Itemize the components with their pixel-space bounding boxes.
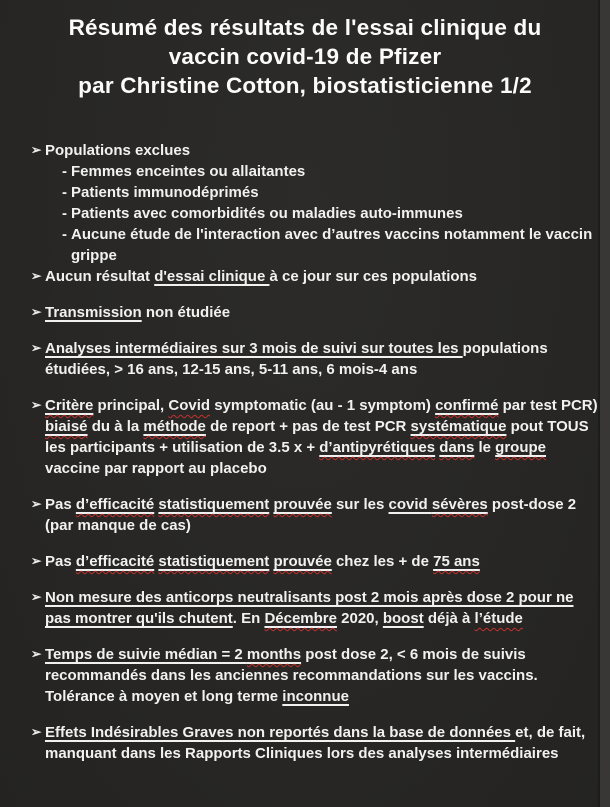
sub-bullet-item: [0, 182, 610, 203]
underlined-text: [264, 610, 337, 627]
underlined-text: [76, 496, 154, 513]
page-title: [0, 0, 610, 100]
bullet-text: Analyses intermédiaires sur 3 mois de suivi sur toutes les populations étudiées, > 16 ans, 12-15 ans, 5-11 ans, 6 mois-4 ans: [45, 340, 548, 378]
spellcheck-squiggle: Décembre: [264, 610, 337, 627]
arrow-bullet-icon: ➢: [31, 341, 42, 355]
spellcheck-squiggle: prouvée: [273, 496, 332, 513]
spellcheck-squiggle: Covid: [168, 397, 211, 414]
spellcheck-squiggle: sévères: [431, 496, 488, 513]
underlined-text: [495, 439, 546, 456]
arrow-bullet-icon: ➢: [31, 647, 42, 661]
dash-bullet-icon: -: [62, 163, 67, 180]
spellcheck-squiggle: statistiquement: [158, 553, 270, 570]
underlined-text: covid: [388, 496, 432, 513]
bullet-text: Critère principal, Covid symptomatic (au - 1 symptom) confirmé par test PCR) biaisé du à la méthode de report + pas de test PCR systématique pout TOUS les participants + utilisation de 3.5 x + d’antipyrétiques dans le groupe vaccine par rapport au placebo: [45, 397, 598, 477]
dash-bullet-icon: -: [62, 226, 67, 243]
bullet-item: [0, 551, 610, 572]
bullet-group: [0, 587, 610, 629]
spellcheck-squiggle: months: [246, 646, 302, 663]
bullet-item: [0, 494, 610, 536]
bullet-group: [0, 551, 610, 572]
bullet-text: Aucune étude de l'interaction avec d’autres vaccins notamment le vaccin grippe: [71, 226, 593, 264]
bullet-group: [0, 494, 610, 536]
spellcheck-squiggle: d’efficacité: [75, 496, 155, 513]
arrow-bullet-icon: ➢: [31, 143, 42, 157]
underlined-text: [411, 418, 507, 435]
arrow-bullet-icon: ➢: [31, 269, 42, 283]
title-line-2: vaccin covid-19 de Pfizer: [168, 44, 442, 69]
window-edge: [600, 0, 610, 807]
bullet-text: Patients immunodéprimés: [71, 184, 259, 201]
bullet-group: [0, 644, 610, 707]
underlined-text: [273, 553, 331, 570]
spellcheck-squiggle: dans: [439, 439, 475, 456]
spellcheck-squiggle: biaisé: [45, 418, 88, 435]
arrow-bullet-icon: ➢: [31, 398, 42, 412]
bullet-text: Aucun résultat d'essai clinique à ce jour sur ces populations: [45, 268, 478, 285]
underlined-text: Transmission: [45, 304, 142, 321]
bullet-item: [0, 266, 610, 287]
underlined-text: [158, 496, 269, 513]
title-line-3: par Christine Cotton, biostatisticienne 1/2: [78, 73, 532, 98]
underlined-text: [319, 439, 435, 456]
underlined-text: Temps de suivie médian = 2: [45, 646, 247, 663]
underlined-text: [273, 496, 331, 513]
spellcheck-squiggle: statistiquement: [158, 496, 270, 513]
bullet-item: [0, 302, 610, 323]
underlined-text: [439, 439, 474, 456]
arrow-bullet-icon: ➢: [31, 590, 42, 604]
underlined-text: [247, 646, 301, 663]
underlined-text: [435, 397, 498, 414]
spellcheck-squiggle: 75 ans: [433, 553, 480, 570]
underlined-text: Analyses intermédiaires sur 3 mois de suivi sur toutes les: [45, 340, 463, 357]
spellcheck-squiggle: d’efficacité: [75, 553, 155, 570]
bullet-list: [0, 140, 610, 764]
bullet-group: [0, 338, 610, 380]
underlined-text: [158, 553, 269, 570]
underlined-text: [432, 496, 488, 513]
bullet-text: Populations exclues: [45, 142, 191, 159]
bullet-item: [0, 644, 610, 707]
underlined-text: [433, 553, 480, 570]
bullet-text: Pas d’efficacité statistiquement prouvée sur les covid sévères post-dose 2 (par manque de cas): [45, 496, 577, 534]
sub-bullet-item: [0, 161, 610, 182]
bullet-text: Patients avec comorbidités ou maladies auto-immunes: [71, 205, 463, 222]
bullet-group: [0, 722, 610, 764]
underlined-text: [76, 553, 154, 570]
spellcheck-squiggle: confirmé: [435, 397, 499, 414]
bullet-item: [0, 338, 610, 380]
bullet-text: Femmes enceintes ou allaitantes: [71, 163, 306, 180]
underlined-text: Non mesure des anticorps neutralisants post 2 mois après dose 2 pour ne pas montrer qu'ils chutent: [45, 589, 574, 627]
bullet-text: Transmission non étudiée: [45, 304, 231, 321]
spellcheck-squiggle: prouvée: [273, 553, 332, 570]
spellcheck-squiggle: l’étude: [474, 610, 523, 627]
arrow-bullet-icon: ➢: [31, 554, 42, 568]
spellcheck-squiggle: groupe: [495, 439, 547, 456]
bullet-item: [0, 140, 610, 161]
underlined-text: [143, 418, 206, 435]
spellcheck-squiggle: Critère: [45, 397, 94, 414]
underlined-text: boost: [382, 610, 424, 627]
arrow-bullet-icon: ➢: [31, 497, 42, 511]
sub-bullet-item: [0, 224, 610, 266]
spellcheck-squiggle: méthode: [143, 418, 206, 435]
bullet-group: [0, 395, 610, 479]
title-line-1: Résumé des résultats de l'essai clinique du: [68, 15, 542, 40]
underlined-text: Effets Indésirables Graves non reportés dans la base de données: [45, 724, 516, 741]
sub-bullet-item: [0, 203, 610, 224]
bullet-item: [0, 587, 610, 629]
bullet-text: Effets Indésirables Graves non reportés dans la base de données et, de fait, manquant dans les Rapports Cliniques lors des analyses intermédiaires: [45, 724, 586, 762]
underlined-text: [45, 418, 88, 435]
bullet-text: Non mesure des anticorps neutralisants post 2 mois après dose 2 pour ne pas montrer qu'ils chutent. En Décembre 2020, boost déjà à l’étude: [45, 589, 574, 627]
underlined-text: inconnue: [282, 688, 349, 705]
underlined-text: d'essai clinique: [154, 268, 270, 285]
dash-bullet-icon: -: [62, 184, 67, 201]
bullet-group: [0, 302, 610, 323]
dash-bullet-icon: -: [62, 205, 67, 222]
bullet-text: Temps de suivie médian = 2 months post dose 2, < 6 mois de suivis recommandés dans les anciennes recommandations sur les vaccins. Tolérance à moyen et long terme inconnue: [45, 646, 538, 705]
arrow-bullet-icon: ➢: [31, 725, 42, 739]
underlined-text: [45, 397, 93, 414]
bullet-group: [0, 140, 610, 287]
bullet-item: [0, 395, 610, 479]
spellcheck-squiggle: d’antipyrétiques: [319, 439, 436, 456]
arrow-bullet-icon: ➢: [31, 305, 42, 319]
bullet-item: [0, 722, 610, 764]
bullet-text: Pas d’efficacité statistiquement prouvée chez les + de 75 ans: [45, 553, 480, 570]
spellcheck-squiggle: systématique: [410, 418, 507, 435]
